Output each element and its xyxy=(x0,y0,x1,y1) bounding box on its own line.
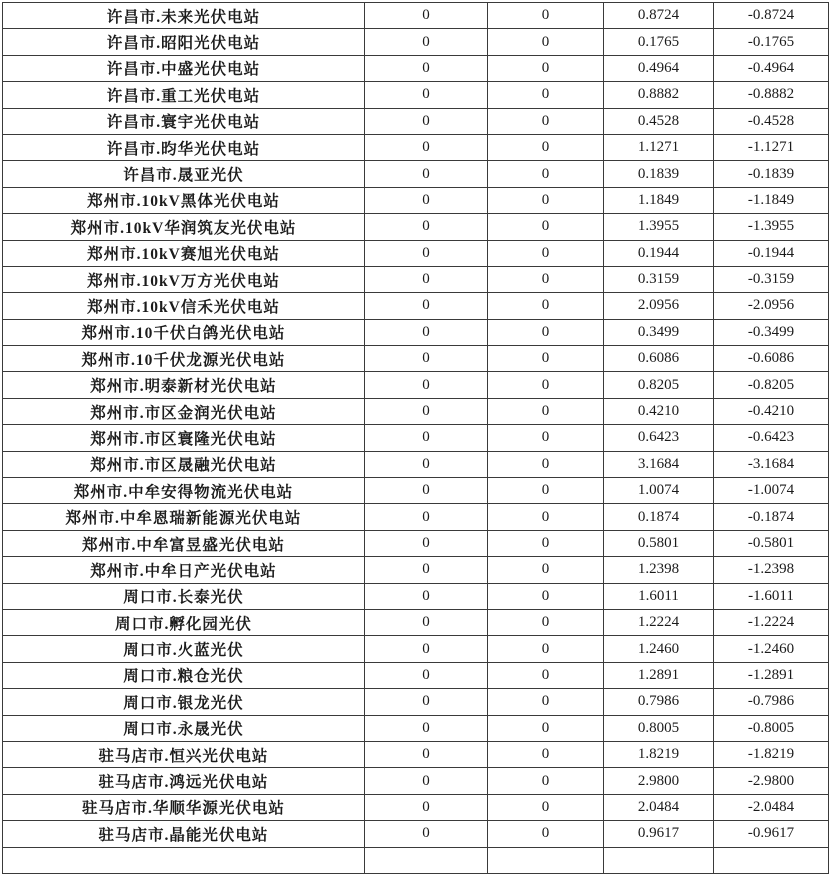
value-b-cell: 0 xyxy=(488,398,604,424)
value-a-cell: 0 xyxy=(365,29,488,55)
station-name-cell: 郑州市.10千伏龙源光伏电站 xyxy=(3,346,365,372)
value-b-cell: 0 xyxy=(488,29,604,55)
table-row xyxy=(3,530,829,556)
value-d-cell: -0.4528 xyxy=(714,108,829,134)
value-a-cell: 0 xyxy=(365,161,488,187)
station-name-cell: 郑州市.10kV黑体光伏电站 xyxy=(3,187,365,213)
table-row xyxy=(3,609,829,635)
station-name-cell: 许昌市.未来光伏电站 xyxy=(3,3,365,29)
value-a-cell: 0 xyxy=(365,478,488,504)
value-b-cell: 0 xyxy=(488,82,604,108)
value-d-cell: -1.0074 xyxy=(714,478,829,504)
value-a-cell: 0 xyxy=(365,504,488,530)
value-a-cell: 0 xyxy=(365,108,488,134)
value-d-cell: -2.0956 xyxy=(714,293,829,319)
table-row xyxy=(3,768,829,794)
value-b-cell: 0 xyxy=(488,108,604,134)
value-c-cell: 0.1765 xyxy=(604,29,714,55)
value-a-cell: 0 xyxy=(365,530,488,556)
value-d-cell: -0.4210 xyxy=(714,398,829,424)
value-a-cell: 0 xyxy=(365,715,488,741)
value-b-cell: 0 xyxy=(488,636,604,662)
station-name-cell: 许昌市.重工光伏电站 xyxy=(3,82,365,108)
station-name-cell: 郑州市.中牟富昱盛光伏电站 xyxy=(3,530,365,556)
value-c-cell: 1.2224 xyxy=(604,609,714,635)
value-b-cell: 0 xyxy=(488,662,604,688)
station-name-cell: 郑州市.市区金润光伏电站 xyxy=(3,398,365,424)
value-d-cell: -0.4964 xyxy=(714,55,829,81)
value-d-cell: -0.6086 xyxy=(714,346,829,372)
value-b-cell: 0 xyxy=(488,451,604,477)
value-a-cell: 0 xyxy=(365,214,488,240)
value-c-cell: 0.3499 xyxy=(604,319,714,345)
value-c-cell: 1.3955 xyxy=(604,214,714,240)
value-c-cell: 1.6011 xyxy=(604,583,714,609)
table-row xyxy=(3,55,829,81)
value-d-cell: -1.2398 xyxy=(714,557,829,583)
table-row xyxy=(3,187,829,213)
value-c-cell: 2.9800 xyxy=(604,768,714,794)
value-d-cell: -0.9617 xyxy=(714,821,829,847)
value-d-cell: -1.2460 xyxy=(714,636,829,662)
value-a-cell: 0 xyxy=(365,187,488,213)
value-b-cell: 0 xyxy=(488,504,604,530)
value-c-cell: 0.8882 xyxy=(604,82,714,108)
value-d-cell: -0.8005 xyxy=(714,715,829,741)
table-row xyxy=(3,372,829,398)
value-a-cell: 0 xyxy=(365,583,488,609)
value-a-cell: 0 xyxy=(365,398,488,424)
value-a-cell: 0 xyxy=(365,609,488,635)
value-a-cell: 0 xyxy=(365,768,488,794)
value-c-cell: 0.7986 xyxy=(604,689,714,715)
value-b-cell: 0 xyxy=(488,3,604,29)
value-a-cell: 0 xyxy=(365,240,488,266)
value-b-cell: 0 xyxy=(488,372,604,398)
station-name-cell: 许昌市.昭阳光伏电站 xyxy=(3,29,365,55)
table-row xyxy=(3,108,829,134)
value-d-cell: -0.1839 xyxy=(714,161,829,187)
table-row xyxy=(3,134,829,160)
station-name-cell: 郑州市.10kV信禾光伏电站 xyxy=(3,293,365,319)
value-c-cell: 1.2460 xyxy=(604,636,714,662)
value-b-cell: 0 xyxy=(488,425,604,451)
value-c-cell: 3.1684 xyxy=(604,451,714,477)
value-b-cell: 0 xyxy=(488,161,604,187)
table-row xyxy=(3,715,829,741)
table-row xyxy=(3,478,829,504)
value-a-cell: 0 xyxy=(365,425,488,451)
station-name-cell: 周口市.粮仓光伏 xyxy=(3,662,365,688)
table-row xyxy=(3,636,829,662)
table-row xyxy=(3,689,829,715)
value-c-cell: 0.4964 xyxy=(604,55,714,81)
value-c-cell: 2.0484 xyxy=(604,794,714,820)
value-c-cell: 1.2891 xyxy=(604,662,714,688)
station-name-cell: 驻马店市.恒兴光伏电站 xyxy=(3,741,365,767)
value-b-cell: 0 xyxy=(488,187,604,213)
station-name-cell: 驻马店市.鸿远光伏电站 xyxy=(3,768,365,794)
value-d-cell: -0.3499 xyxy=(714,319,829,345)
station-name-cell: 郑州市.中牟日产光伏电站 xyxy=(3,557,365,583)
value-d-cell: -3.1684 xyxy=(714,451,829,477)
value-c-cell: 2.0956 xyxy=(604,293,714,319)
table-row xyxy=(3,3,829,29)
value-d-cell: -1.2891 xyxy=(714,662,829,688)
table-row xyxy=(3,29,829,55)
table-row xyxy=(3,451,829,477)
table-row xyxy=(3,346,829,372)
value-b-cell: 0 xyxy=(488,609,604,635)
stations-table xyxy=(2,2,829,874)
table-row xyxy=(3,266,829,292)
value-a-cell: 0 xyxy=(365,689,488,715)
empty-cell xyxy=(3,847,365,873)
station-name-cell: 周口市.孵化园光伏 xyxy=(3,609,365,635)
value-c-cell: 0.8005 xyxy=(604,715,714,741)
station-name-cell: 周口市.永晟光伏 xyxy=(3,715,365,741)
value-d-cell: -2.0484 xyxy=(714,794,829,820)
value-c-cell: 0.3159 xyxy=(604,266,714,292)
station-name-cell: 郑州市.市区晟融光伏电站 xyxy=(3,451,365,477)
value-c-cell: 0.1874 xyxy=(604,504,714,530)
value-b-cell: 0 xyxy=(488,240,604,266)
value-a-cell: 0 xyxy=(365,662,488,688)
value-c-cell: 1.1271 xyxy=(604,134,714,160)
value-b-cell: 0 xyxy=(488,478,604,504)
value-a-cell: 0 xyxy=(365,266,488,292)
station-name-cell: 许昌市.昀华光伏电站 xyxy=(3,134,365,160)
value-a-cell: 0 xyxy=(365,82,488,108)
table-row xyxy=(3,583,829,609)
empty-cell xyxy=(714,847,829,873)
value-a-cell: 0 xyxy=(365,372,488,398)
value-a-cell: 0 xyxy=(365,346,488,372)
station-name-cell: 郑州市.10kV赛旭光伏电站 xyxy=(3,240,365,266)
value-b-cell: 0 xyxy=(488,266,604,292)
value-b-cell: 0 xyxy=(488,821,604,847)
table-row xyxy=(3,240,829,266)
table-row xyxy=(3,425,829,451)
value-d-cell: -0.1874 xyxy=(714,504,829,530)
station-name-cell: 郑州市.明泰新材光伏电站 xyxy=(3,372,365,398)
value-d-cell: -1.2224 xyxy=(714,609,829,635)
value-a-cell: 0 xyxy=(365,3,488,29)
value-a-cell: 0 xyxy=(365,557,488,583)
table-row xyxy=(3,504,829,530)
stations-table-container xyxy=(2,2,828,874)
value-d-cell: -0.7986 xyxy=(714,689,829,715)
table-row xyxy=(3,293,829,319)
value-c-cell: 0.9617 xyxy=(604,821,714,847)
table-row-partial xyxy=(3,847,829,873)
value-b-cell: 0 xyxy=(488,689,604,715)
value-a-cell: 0 xyxy=(365,741,488,767)
value-c-cell: 1.8219 xyxy=(604,741,714,767)
value-a-cell: 0 xyxy=(365,451,488,477)
value-d-cell: -1.1271 xyxy=(714,134,829,160)
station-name-cell: 驻马店市.晶能光伏电站 xyxy=(3,821,365,847)
value-b-cell: 0 xyxy=(488,583,604,609)
value-d-cell: -0.8882 xyxy=(714,82,829,108)
value-c-cell: 0.1839 xyxy=(604,161,714,187)
value-c-cell: 0.8724 xyxy=(604,3,714,29)
station-name-cell: 郑州市.10kV万方光伏电站 xyxy=(3,266,365,292)
value-b-cell: 0 xyxy=(488,768,604,794)
value-d-cell: -2.9800 xyxy=(714,768,829,794)
value-c-cell: 0.5801 xyxy=(604,530,714,556)
value-b-cell: 0 xyxy=(488,319,604,345)
value-d-cell: -0.3159 xyxy=(714,266,829,292)
station-name-cell: 驻马店市.华顺华源光伏电站 xyxy=(3,794,365,820)
value-d-cell: -0.1944 xyxy=(714,240,829,266)
value-c-cell: 0.6086 xyxy=(604,346,714,372)
value-d-cell: -1.8219 xyxy=(714,741,829,767)
value-a-cell: 0 xyxy=(365,794,488,820)
table-row xyxy=(3,398,829,424)
value-b-cell: 0 xyxy=(488,214,604,240)
station-name-cell: 郑州市.中牟恩瑞新能源光伏电站 xyxy=(3,504,365,530)
station-name-cell: 周口市.长泰光伏 xyxy=(3,583,365,609)
station-name-cell: 周口市.火蓝光伏 xyxy=(3,636,365,662)
value-d-cell: -0.6423 xyxy=(714,425,829,451)
value-b-cell: 0 xyxy=(488,741,604,767)
value-d-cell: -1.6011 xyxy=(714,583,829,609)
value-b-cell: 0 xyxy=(488,794,604,820)
value-b-cell: 0 xyxy=(488,134,604,160)
value-a-cell: 0 xyxy=(365,319,488,345)
table-row xyxy=(3,794,829,820)
table-row xyxy=(3,821,829,847)
value-c-cell: 0.8205 xyxy=(604,372,714,398)
table-row xyxy=(3,557,829,583)
value-a-cell: 0 xyxy=(365,636,488,662)
value-c-cell: 0.4528 xyxy=(604,108,714,134)
empty-cell xyxy=(365,847,488,873)
value-d-cell: -1.3955 xyxy=(714,214,829,240)
empty-cell xyxy=(604,847,714,873)
station-name-cell: 郑州市.10kV华润筑友光伏电站 xyxy=(3,214,365,240)
value-b-cell: 0 xyxy=(488,530,604,556)
value-c-cell: 1.2398 xyxy=(604,557,714,583)
value-b-cell: 0 xyxy=(488,715,604,741)
value-a-cell: 0 xyxy=(365,55,488,81)
value-a-cell: 0 xyxy=(365,821,488,847)
value-a-cell: 0 xyxy=(365,293,488,319)
value-c-cell: 0.6423 xyxy=(604,425,714,451)
table-row xyxy=(3,741,829,767)
value-b-cell: 0 xyxy=(488,346,604,372)
value-c-cell: 1.1849 xyxy=(604,187,714,213)
table-row xyxy=(3,82,829,108)
value-d-cell: -0.8205 xyxy=(714,372,829,398)
value-b-cell: 0 xyxy=(488,293,604,319)
stations-table-body xyxy=(3,3,829,874)
value-b-cell: 0 xyxy=(488,55,604,81)
value-a-cell: 0 xyxy=(365,134,488,160)
station-name-cell: 许昌市.寰宇光伏电站 xyxy=(3,108,365,134)
station-name-cell: 周口市.银龙光伏 xyxy=(3,689,365,715)
value-c-cell: 0.1944 xyxy=(604,240,714,266)
value-d-cell: -0.5801 xyxy=(714,530,829,556)
station-name-cell: 郑州市.市区寰隆光伏电站 xyxy=(3,425,365,451)
value-c-cell: 1.0074 xyxy=(604,478,714,504)
value-c-cell: 0.4210 xyxy=(604,398,714,424)
table-row xyxy=(3,319,829,345)
value-d-cell: -0.8724 xyxy=(714,3,829,29)
table-row xyxy=(3,662,829,688)
station-name-cell: 许昌市.中盛光伏电站 xyxy=(3,55,365,81)
value-b-cell: 0 xyxy=(488,557,604,583)
station-name-cell: 郑州市.10千伏白鸽光伏电站 xyxy=(3,319,365,345)
table-row xyxy=(3,214,829,240)
value-d-cell: -1.1849 xyxy=(714,187,829,213)
station-name-cell: 郑州市.中牟安得物流光伏电站 xyxy=(3,478,365,504)
station-name-cell: 许昌市.晟亚光伏 xyxy=(3,161,365,187)
table-row xyxy=(3,161,829,187)
value-d-cell: -0.1765 xyxy=(714,29,829,55)
empty-cell xyxy=(488,847,604,873)
